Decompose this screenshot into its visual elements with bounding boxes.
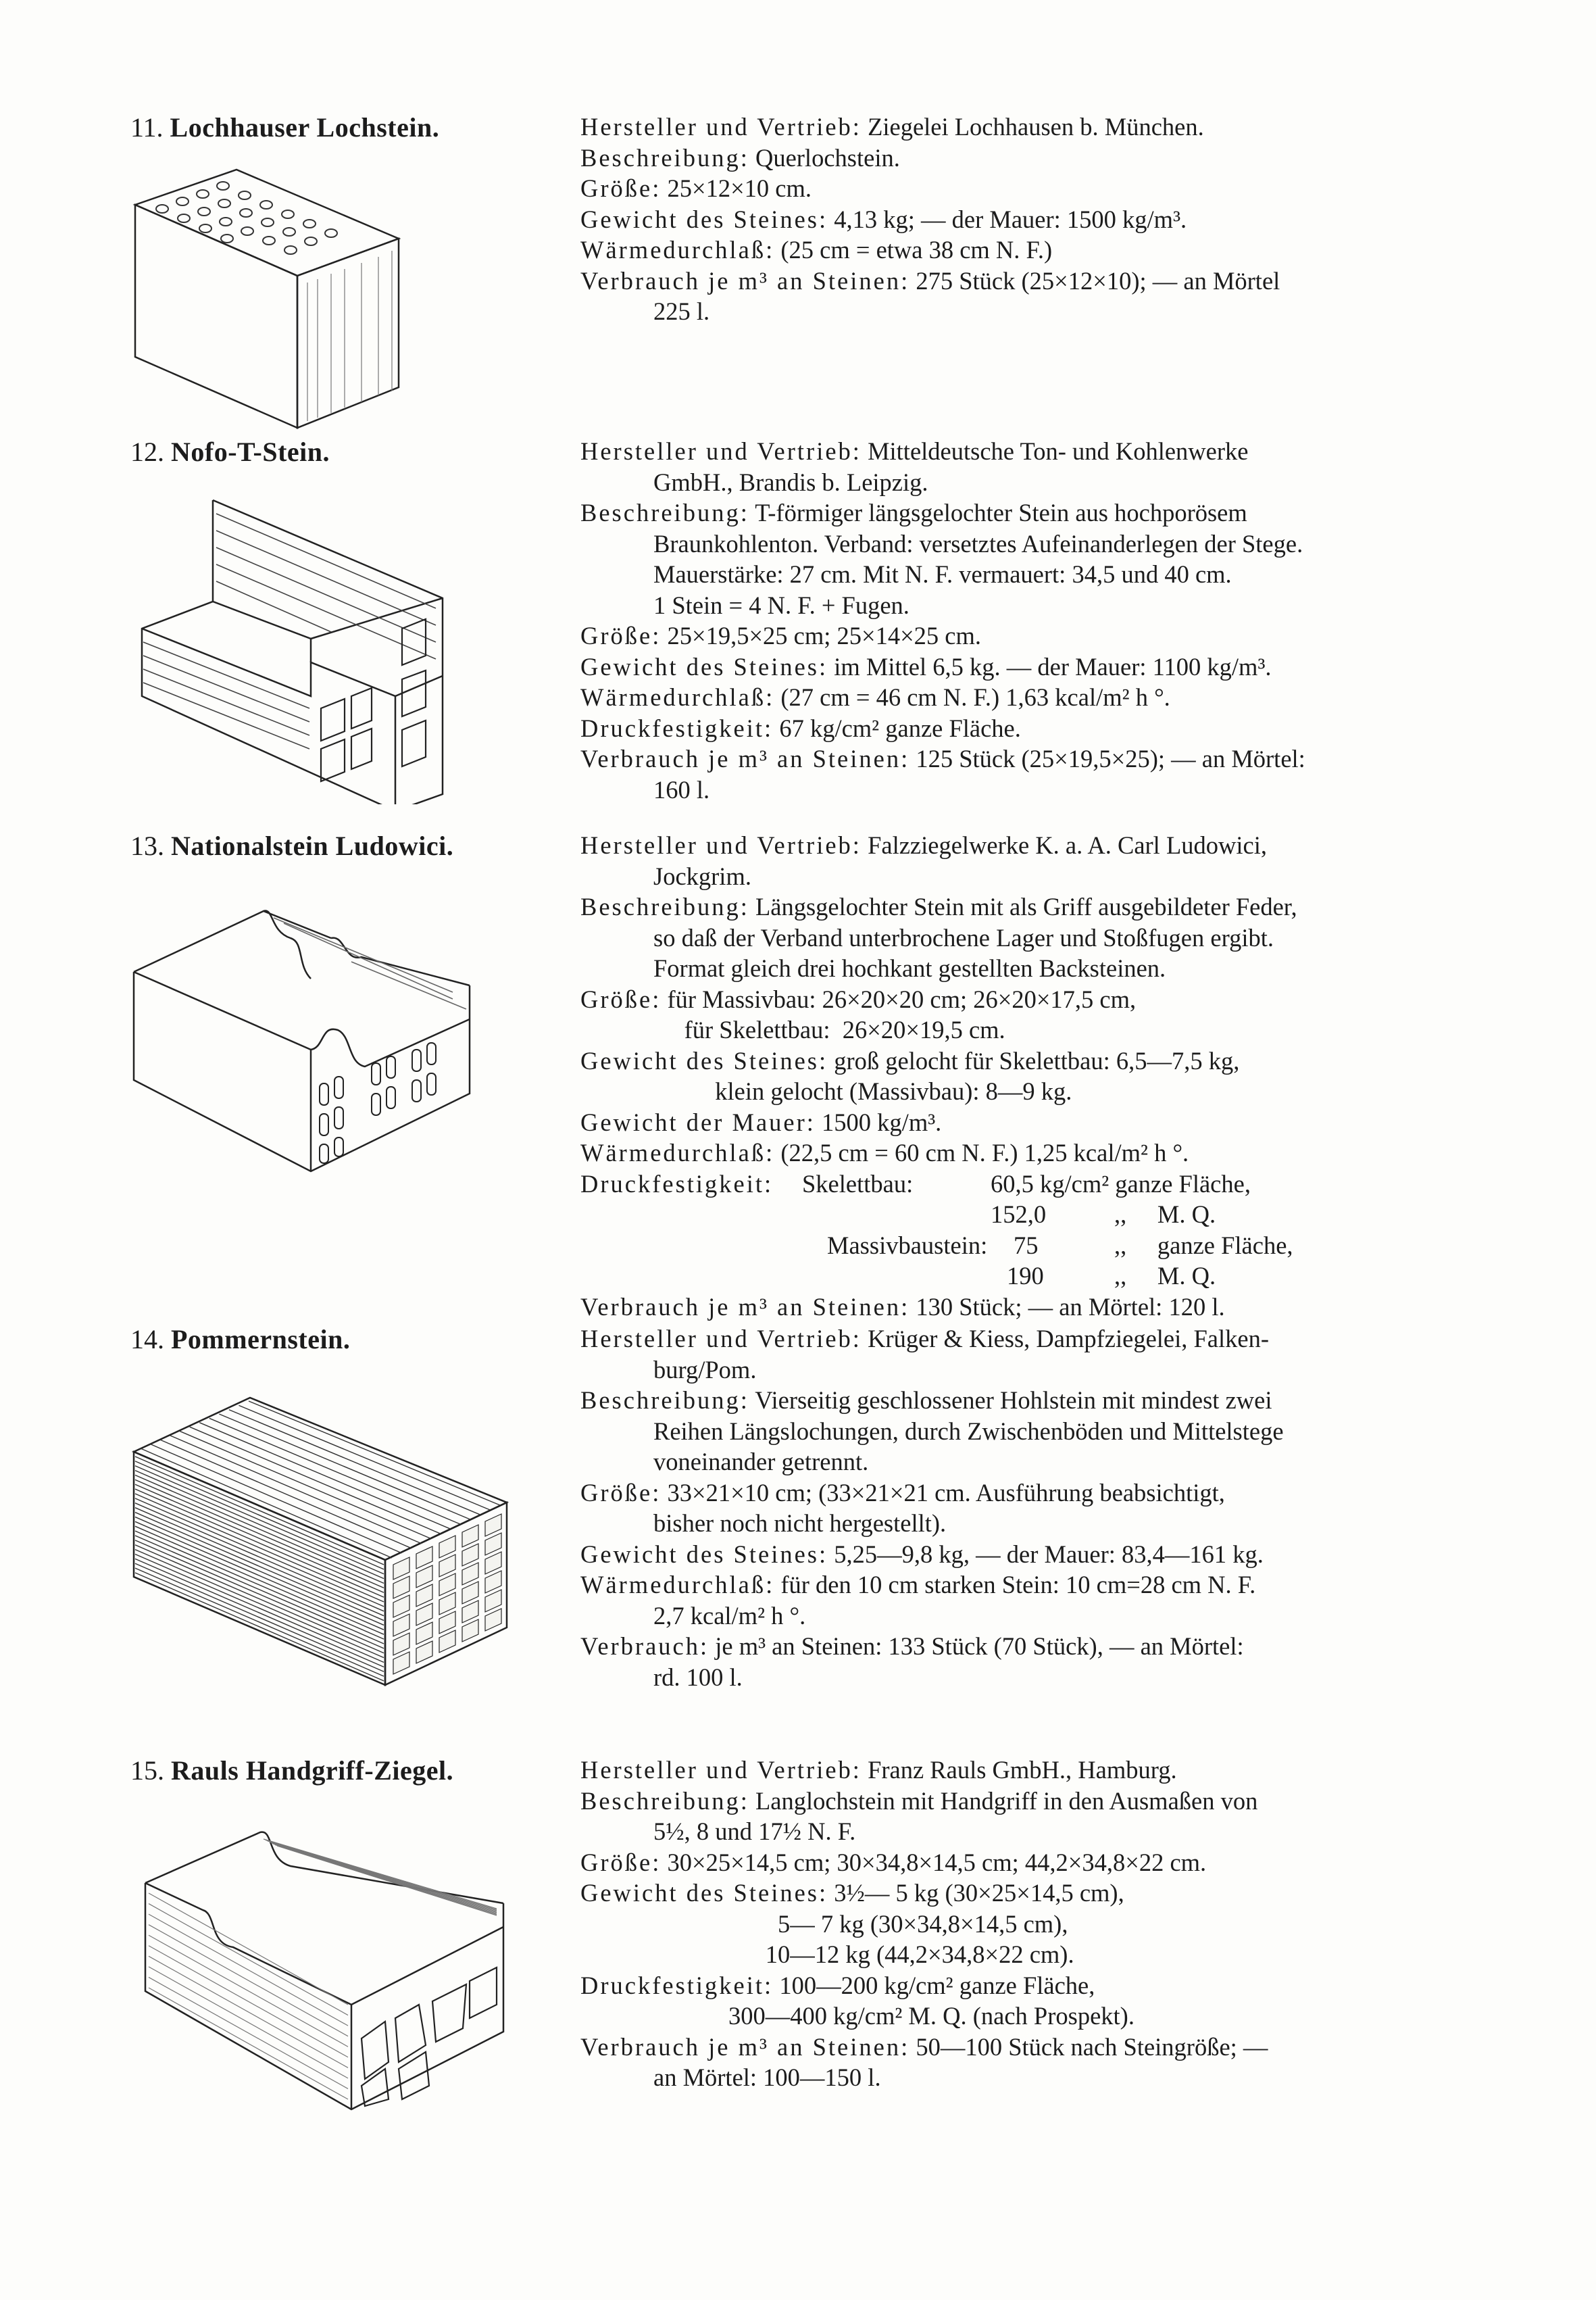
entry-number: 14. [130, 1324, 164, 1354]
hollow-cell [393, 1633, 409, 1655]
hollow-cell [462, 1619, 478, 1642]
spec-line: Verbrauch je m³ an Steinen: 125 Stück (25×19,5×25); — an Mörtel: [580, 745, 1305, 773]
spec-line: Beschreibung: Längsgelochter Stein mit als Griff ausgebildeter Feder, [580, 893, 1297, 921]
hatch-line [249, 1401, 500, 1505]
entry-title [130, 830, 453, 862]
spec-line: Braunkohlenton. Verband: versetztes Aufeinanderlegen der Stege. [653, 529, 1303, 558]
entry-number: 13. [130, 831, 164, 861]
hatch-line [219, 1414, 470, 1519]
hatch-line [135, 1457, 384, 1565]
hatch-line [199, 1423, 451, 1530]
spec-line: Gewicht des Steines: 5,25—9,8 kg, — der Mauer: 83,4—161 kg. [580, 1540, 1264, 1568]
hollow-cell [439, 1611, 455, 1634]
hatch-line [268, 1841, 497, 1911]
spec-line: Reihen Längslochungen, durch Zwischenböden und Mittelstege [653, 1417, 1284, 1445]
hatch-line [135, 1554, 384, 1662]
spec-line: Beschreibung: Langlochstein mit Handgriff in den Ausmaßen von [580, 1786, 1258, 1815]
spec-line: Hersteller und Vertrieb: Franz Rauls GmbH., Hamburg. [580, 1756, 1177, 1784]
hatch-line [135, 1471, 384, 1579]
hatch-line [273, 1844, 497, 1913]
hatch-line [180, 1432, 431, 1539]
spec-line: Gewicht des Steines: 3½— 5 kg (30×25×14,5 cm), [580, 1879, 1124, 1907]
hollow-cell [439, 1555, 455, 1577]
hatch-line [135, 1513, 384, 1621]
spec-line: Gewicht der Mauer: 1500 kg/m³. [580, 1108, 942, 1136]
spec-line: Größe: 33×21×10 cm; (33×21×21 cm. Ausführung beabsichtigt, [580, 1478, 1225, 1507]
hatch-line [266, 1840, 497, 1909]
grooved-hollow-brick-icon [128, 1367, 520, 1692]
hollow-cell [462, 1582, 478, 1604]
hollow-cell [485, 1552, 501, 1574]
spec-line: Verbrauch: je m³ an Steinen: 133 Stück (70 Stück), — an Mörtel: [580, 1632, 1244, 1660]
hatch-line [270, 1842, 497, 1911]
spec-line: Format gleich drei hochkant gestellten Backsteinen. [653, 954, 1166, 982]
spec-line: GmbH., Brandis b. Leipzig. [653, 468, 928, 496]
hatch-line [149, 1904, 348, 2015]
hatch-line [149, 1946, 348, 2057]
spec-line: Gewicht des Steines: im Mittel 6,5 kg. — der Mauer: 1100 kg/m³. [580, 652, 1272, 681]
hollow-cell [462, 1600, 478, 1623]
entry-number: 11. [130, 112, 164, 143]
spec-line: bisher noch nicht hergestellt). [653, 1509, 947, 1537]
hollow-cell [393, 1652, 409, 1674]
hollow-cell [485, 1571, 501, 1593]
hatch-line [271, 1843, 497, 1913]
hollow-cell [485, 1533, 501, 1555]
spec-line: Hersteller und Vertrieb: Mitteldeutsche Ton- und Kohlenwerke [580, 437, 1249, 465]
spec-line: Verbrauch je m³ an Steinen: 50—100 Stück nach Steingröße; — [580, 2032, 1268, 2061]
spec-line: Hersteller und Vertrieb: Ziegelei Lochhausen b. München. [580, 113, 1204, 141]
hollow-cell [485, 1590, 501, 1612]
spec-line: Jockgrim. [653, 862, 751, 890]
spec-line: rd. 100 l. [653, 1663, 743, 1691]
spec-line: an Mörtel: 100—150 l. [653, 2063, 881, 2091]
hollow-cell [439, 1630, 455, 1653]
entry-description [580, 436, 1445, 805]
entry-name: Pommernstein. [171, 1324, 351, 1354]
spec-line: 2,7 kcal/m² h °. [653, 1601, 806, 1630]
spec-line: Druckfestigkeit: 100—200 kg/cm² ganze Fläche, [580, 1971, 1095, 1999]
spec-line: Druckfestigkeit: 67 kg/cm² ganze Fläche. [580, 714, 1021, 742]
hatch-line [149, 1935, 348, 2047]
spec-line: Größe: für Massivbau: 26×20×20 cm; 26×20×17,5 cm, [580, 985, 1137, 1013]
hatch-line [149, 1914, 348, 2026]
hatch-line [149, 1893, 348, 2005]
spec-line: 5½, 8 und 17½ N. F. [653, 1817, 856, 1845]
spec-line: 5— 7 kg (30×34,8×14,5 cm), [580, 1909, 1068, 1938]
hatch-line [277, 1846, 497, 1915]
hatch-line [149, 1988, 348, 2099]
hollow-cell [416, 1641, 432, 1663]
tongue-groove-brick-icon [128, 871, 480, 1188]
hatch-line [135, 1568, 384, 1676]
spec-line: Beschreibung: Vierseitig geschlossener Hohlstein mit mindest zwei [580, 1386, 1272, 1414]
spec-line: Wärmedurchlaß: (27 cm = 46 cm N. F.) 1,63 kcal/m² h °. [580, 683, 1170, 711]
spec-line: 10—12 kg (44,2×34,8×22 cm). [580, 1940, 1074, 1968]
hollow-cell [462, 1563, 478, 1585]
spec-line: Verbrauch je m³ an Steinen: 130 Stück; — an Mörtel: 120 l. [580, 1292, 1225, 1321]
spec-line: Beschreibung: Querlochstein. [580, 143, 900, 172]
hatch-line [135, 1508, 384, 1616]
hollow-cell [416, 1565, 432, 1588]
strength-row: 190 ,, M. Q. [1007, 1262, 1216, 1290]
entry-title [130, 1755, 453, 1787]
spec-line: 160 l. [653, 775, 710, 804]
hatch-line [229, 1410, 480, 1515]
spec-line: 225 l. [653, 297, 710, 325]
hatch-line [135, 1536, 384, 1644]
spec-line: Hersteller und Vertrieb: Falzziegelwerke K. a. A. Carl Ludowici, [580, 831, 1267, 859]
spec-line: Wärmedurchlaß: (22,5 cm = 60 cm N. F.) 1,25 kcal/m² h °. [580, 1139, 1189, 1167]
hollow-cell [393, 1557, 409, 1580]
hollow-cell [439, 1592, 455, 1615]
hatch-line [160, 1440, 412, 1548]
hatch-line [135, 1563, 384, 1671]
entry-name: Nofo-T-Stein. [171, 437, 330, 467]
spec-line: Größe: 30×25×14,5 cm; 30×34,8×14,5 cm; 44,2×34,8×22 cm. [580, 1848, 1207, 1876]
hatch-line [190, 1427, 441, 1534]
hatch-line [264, 1839, 497, 1909]
spec-line: Hersteller und Vertrieb: Krüger & Kiess, Dampfziegelei, Falken- [580, 1325, 1270, 1352]
hollow-cell [416, 1622, 432, 1644]
entry-title [130, 1323, 350, 1356]
hollow-cell [393, 1595, 409, 1617]
spec-line: Gewicht des Steines: 4,13 kg; — der Mauer: 1500 kg/m³. [580, 205, 1187, 233]
hollow-cell [416, 1584, 432, 1607]
hatch-line [135, 1517, 384, 1625]
spec-line: Gewicht des Steines: groß gelocht für Skelettbau: 6,5—7,5 kg, [580, 1046, 1240, 1075]
spec-line: 300—400 kg/cm² M. Q. (nach Prospekt). [580, 2002, 1134, 2030]
entry-description [580, 1323, 1445, 1692]
entry-name: Lochhauser Lochstein. [170, 112, 440, 143]
hatch-line [149, 1977, 348, 2088]
hatch-line [135, 1461, 384, 1569]
hollow-cell [462, 1544, 478, 1566]
hatch-line [209, 1418, 461, 1524]
hollow-cell [416, 1603, 432, 1625]
hollow-cell [393, 1614, 409, 1636]
hatch-line [135, 1503, 384, 1611]
hatch-line [135, 1531, 384, 1639]
hatch-line [135, 1498, 384, 1607]
spec-line: Beschreibung: T-förmiger längsgelochter Stein aus hochporösem [580, 499, 1247, 527]
spec-line: klein gelocht (Massivbau): 8—9 kg. [653, 1077, 1072, 1105]
perforated-brick-icon [128, 164, 412, 448]
hatch-line [135, 1573, 384, 1681]
hatch-line [135, 1550, 384, 1658]
entry-title [130, 436, 330, 468]
hatch-line [275, 1845, 497, 1915]
spec-line: burg/Pom. [653, 1355, 757, 1384]
spec-line: voneinander getrennt. [653, 1448, 869, 1475]
hatch-line [239, 1405, 490, 1510]
entry-name: Rauls Handgriff-Ziegel. [171, 1755, 454, 1786]
hatch-line [135, 1494, 384, 1602]
hollow-cell [439, 1536, 455, 1558]
strength-row: Druckfestigkeit: Skelettbau: 60,5 kg/cm² ganze Fläche, [580, 1169, 1251, 1198]
hollow-cell [393, 1576, 409, 1598]
entry-description [580, 830, 1445, 1322]
hollow-cell [439, 1573, 455, 1596]
spec-line: Größe: 25×12×10 cm. [580, 174, 812, 202]
spec-line: 1 Stein = 4 N. F. + Fugen. [653, 591, 909, 619]
hatch-line [149, 1925, 348, 2036]
hatch-line [135, 1479, 384, 1588]
handgrip-brick-icon [128, 1802, 520, 2120]
hatch-line [135, 1559, 384, 1667]
entry-number: 12. [130, 437, 164, 467]
hatch-line [135, 1545, 384, 1653]
entry-description [580, 1755, 1445, 2093]
spec-line: Wärmedurchlaß: (25 cm = etwa 38 cm N. F.) [580, 236, 1053, 264]
entry-name: Nationalstein Ludowici. [171, 831, 454, 861]
entry-description [580, 112, 1445, 327]
spec-line: Größe: 25×19,5×25 cm; 25×14×25 cm. [580, 622, 982, 650]
entry-number: 15. [130, 1755, 164, 1786]
entry-title [130, 112, 439, 144]
hollow-cell [416, 1546, 432, 1569]
strength-row: Massivbaustein: 75 ,, ganze Fläche, [827, 1231, 1293, 1259]
hollow-cell [462, 1525, 478, 1547]
hollow-cell [485, 1514, 501, 1536]
hatch-line [149, 1967, 348, 2078]
hollow-cell [485, 1609, 501, 1631]
strength-row: 152,0 ,, M. Q. [991, 1200, 1216, 1228]
t-shaped-brick-icon [128, 493, 459, 804]
spec-line: so daß der Verband unterbrochene Lager und Stoßfugen ergibt. [653, 923, 1274, 952]
spec-line: Mauerstärke: 27 cm. Mit N. F. vermauert: 34,5 und 40 cm. [653, 560, 1232, 588]
spec-line: für Skelettbau: 26×20×19,5 cm. [653, 1016, 1005, 1044]
spec-line: Wärmedurchlaß: für den 10 cm starken Stein: 10 cm=28 cm N. F. [580, 1571, 1256, 1598]
spec-line: Verbrauch je m³ an Steinen: 275 Stück (25×12×10); — an Mörtel [580, 266, 1280, 295]
